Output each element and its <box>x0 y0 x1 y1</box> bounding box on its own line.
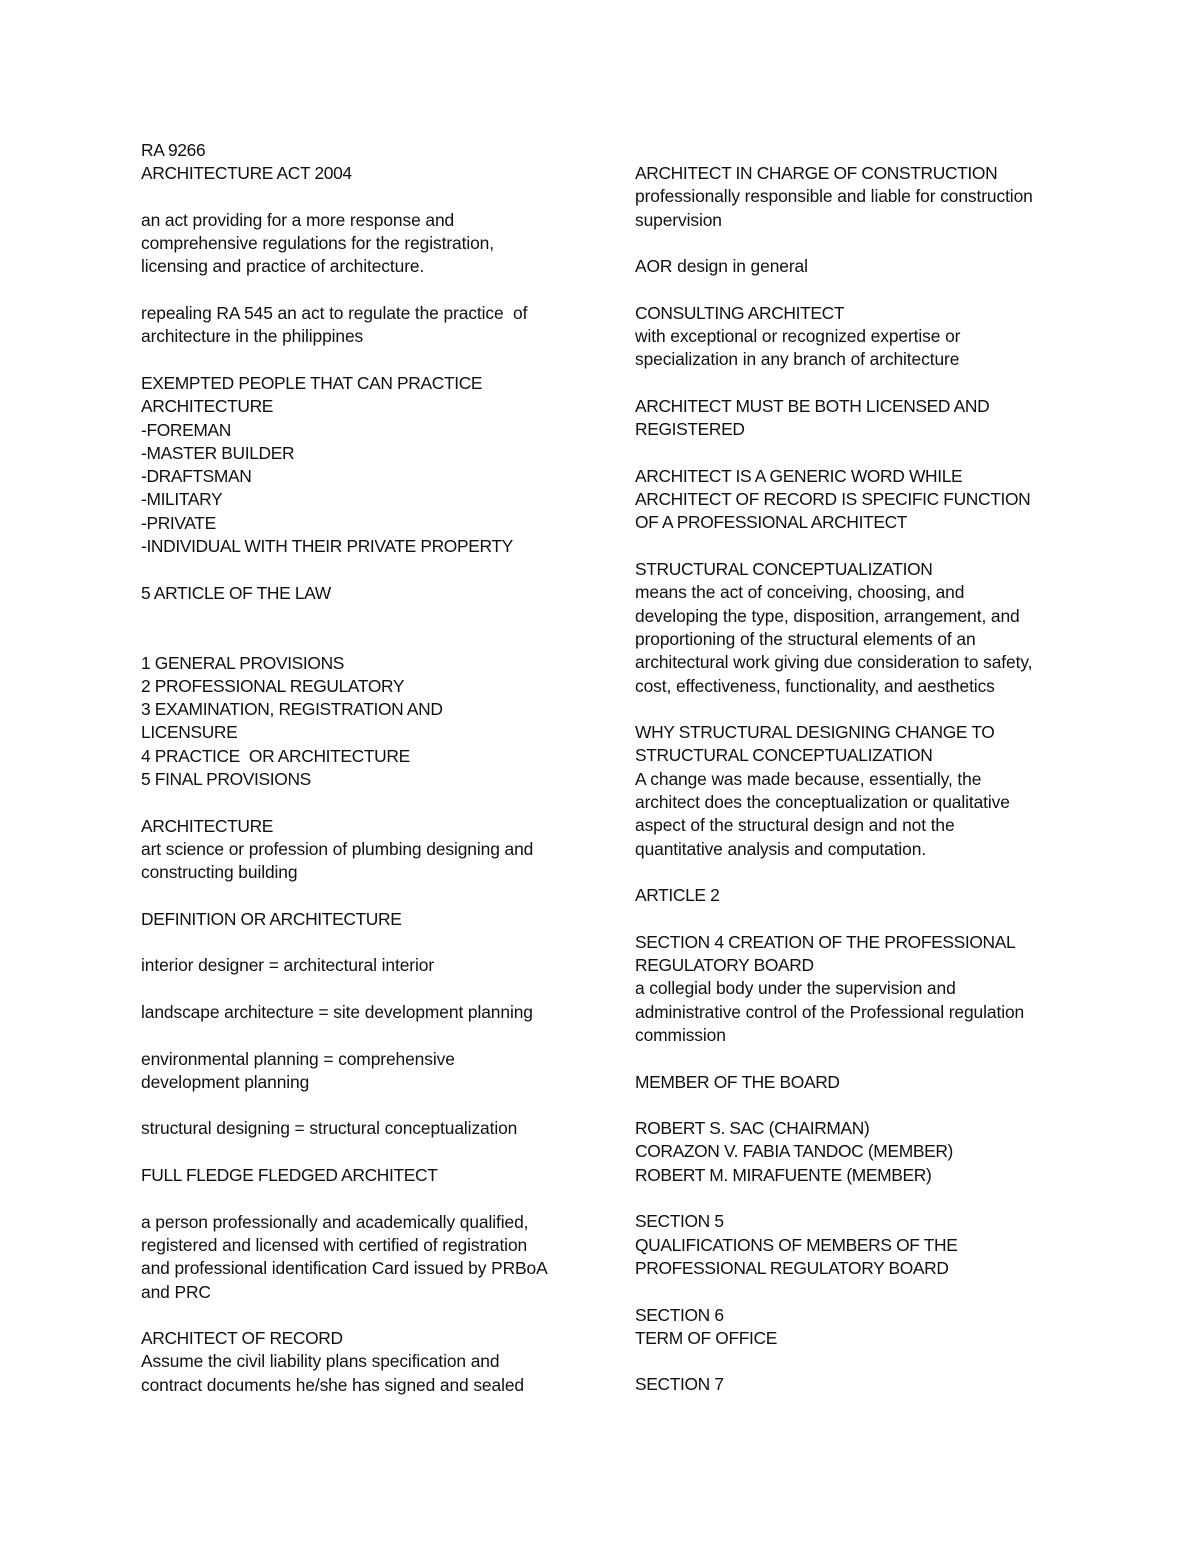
text-line: with exceptional or recognized expertise or <box>635 326 961 347</box>
text-line: ARCHITECTURE <box>141 815 274 836</box>
text-line: registered and licensed with certified of registration <box>141 1234 528 1255</box>
text-line: LICENSURE <box>141 722 238 743</box>
text-line: SECTION 5 <box>635 1211 724 1232</box>
right-column <box>635 162 1065 1397</box>
blank-line <box>141 558 571 581</box>
text-line: A change was made because, essentially, the <box>635 768 982 789</box>
text-line: ARCHITECT OF RECORD <box>141 1328 343 1349</box>
blank-line <box>635 535 1065 558</box>
blank-line <box>635 1094 1065 1117</box>
text-line: an act providing for a more response and <box>141 209 455 230</box>
text-line: structural designing = structural conceptualization <box>141 1118 518 1139</box>
text-line: ARCHITECT IS A GENERIC WORD WHILE <box>635 465 963 486</box>
text-line: AOR design in general <box>635 256 808 277</box>
text-line: interior designer = architectural interior <box>141 955 435 976</box>
blank-line <box>141 279 571 302</box>
text-line: SECTION 6 <box>635 1304 724 1325</box>
text-line: ARCHITECTURE ACT 2004 <box>141 163 352 184</box>
text-line: ARCHITECT MUST BE BOTH LICENSED AND <box>635 395 990 416</box>
blank-line <box>141 186 571 209</box>
blank-line <box>635 442 1065 465</box>
text-line: a person professionally and academically qualified, <box>141 1211 529 1232</box>
text-line: licensing and practice of architecture. <box>141 256 425 277</box>
blank-line <box>141 1141 571 1164</box>
text-line: comprehensive regulations for the registration, <box>141 233 494 254</box>
text-line: environmental planning = comprehensive <box>141 1048 455 1069</box>
blank-line <box>141 978 571 1001</box>
blank-line <box>635 1047 1065 1070</box>
text-line: repealing RA 545 an act to regulate the practice of <box>141 303 528 324</box>
text-line: commission <box>635 1024 726 1045</box>
text-line: art science or profession of plumbing designing and <box>141 838 534 859</box>
text-line: ARCHITECTURE <box>141 396 274 417</box>
text-line: STRUCTURAL CONCEPTUALIZATION <box>635 745 933 766</box>
text-line: EXEMPTED PEOPLE THAT CAN PRACTICE <box>141 372 483 393</box>
text-line: proportioning of the structural elements of an <box>635 628 976 649</box>
blank-line <box>635 372 1065 395</box>
blank-line <box>141 1024 571 1047</box>
blank-line <box>141 1094 571 1117</box>
blank-line <box>141 1187 571 1210</box>
text-line: constructing building <box>141 862 298 883</box>
text-line: developing the type, disposition, arrangement, and <box>635 605 1020 626</box>
text-line: 3 EXAMINATION, REGISTRATION AND <box>141 699 443 720</box>
blank-line <box>635 861 1065 884</box>
text-line: supervision <box>635 209 722 230</box>
text-line: 5 FINAL PROVISIONS <box>141 769 311 790</box>
text-line: -MILITARY <box>141 489 223 510</box>
text-line: DEFINITION OR ARCHITECTURE <box>141 908 402 929</box>
text-line: landscape architecture = site development planning <box>141 1001 533 1022</box>
text-line: CORAZON V. FABIA TANDOC (MEMBER) <box>635 1141 953 1162</box>
text-line: -FOREMAN <box>141 419 231 440</box>
text-line: aspect of the structural design and not the <box>635 815 955 836</box>
text-line: -INDIVIDUAL WITH THEIR PRIVATE PROPERTY <box>141 536 513 557</box>
text-line: -DRAFTSMAN <box>141 466 252 487</box>
text-line: and professional identification Card issued by PRBoA <box>141 1258 548 1279</box>
text-line: specialization in any branch of architecture <box>635 349 960 370</box>
blank-line <box>635 1187 1065 1210</box>
text-line: contract documents he/she has signed and sealed <box>141 1374 524 1395</box>
blank-line <box>635 698 1065 721</box>
blank-line <box>635 278 1065 301</box>
text-line: 1 GENERAL PROVISIONS <box>141 652 345 673</box>
text-line: -MASTER BUILDER <box>141 442 295 463</box>
blank-line <box>635 1280 1065 1303</box>
text-line: development planning <box>141 1071 310 1092</box>
text-line: STRUCTURAL CONCEPTUALIZATION <box>635 559 933 580</box>
text-line: FULL FLEDGE FLEDGED ARCHITECT <box>141 1165 438 1186</box>
text-line: REGISTERED <box>635 419 745 440</box>
text-line: ARCHITECT IN CHARGE OF CONSTRUCTION <box>635 163 998 183</box>
blank-line <box>141 628 571 651</box>
left-column <box>141 139 571 1397</box>
text-line: RA 9266 <box>141 140 206 160</box>
blank-line <box>141 791 571 814</box>
text-line: a collegial body under the supervision and <box>635 978 956 999</box>
text-line: architect does the conceptualization or qualitative <box>635 792 1010 813</box>
text-line: ROBERT M. MIRAFUENTE (MEMBER) <box>635 1164 932 1185</box>
text-line: ARCHITECT OF RECORD IS SPECIFIC FUNCTION <box>635 489 1031 510</box>
text-line: architecture in the philippines <box>141 326 364 347</box>
blank-line <box>141 885 571 908</box>
text-line: Assume the civil liability plans specification and <box>141 1351 500 1372</box>
text-line: SECTION 7 <box>635 1374 724 1395</box>
text-line: PROFESSIONAL REGULATORY BOARD <box>635 1257 949 1278</box>
text-line: and PRC <box>141 1281 211 1302</box>
text-line: ROBERT S. SAC (CHAIRMAN) <box>635 1118 870 1139</box>
text-line: SECTION 4 CREATION OF THE PROFESSIONAL <box>635 931 1016 952</box>
blank-line <box>141 349 571 372</box>
text-line: 5 ARTICLE OF THE LAW <box>141 582 331 603</box>
blank-line <box>635 1350 1065 1373</box>
blank-line <box>141 931 571 954</box>
text-line: CONSULTING ARCHITECT <box>635 302 845 323</box>
text-line: professionally responsible and liable for construction <box>635 186 1033 207</box>
text-line: 4 PRACTICE OR ARCHITECTURE <box>141 745 410 766</box>
text-line: means the act of conceiving, choosing, and <box>635 582 965 603</box>
text-line: QUALIFICATIONS OF MEMBERS OF THE <box>635 1234 958 1255</box>
text-line: cost, effectiveness, functionality, and aesthetics <box>635 675 995 696</box>
text-line: ARTICLE 2 <box>635 885 720 906</box>
text-line: MEMBER OF THE BOARD <box>635 1071 840 1092</box>
text-line: -PRIVATE <box>141 512 216 533</box>
blank-line <box>635 908 1065 931</box>
blank-line <box>141 1304 571 1327</box>
blank-line <box>635 232 1065 255</box>
text-line: WHY STRUCTURAL DESIGNING CHANGE TO <box>635 722 995 743</box>
text-line: quantitative analysis and computation. <box>635 838 927 859</box>
text-line: administrative control of the Professional regulation <box>635 1001 1025 1022</box>
text-line: OF A PROFESSIONAL ARCHITECT <box>635 512 908 533</box>
text-line: TERM OF OFFICE <box>635 1327 777 1348</box>
text-line: REGULATORY BOARD <box>635 955 814 976</box>
text-line: 2 PROFESSIONAL REGULATORY <box>141 675 405 696</box>
text-line: architectural work giving due consideration to safety, <box>635 652 1033 673</box>
blank-line <box>141 605 571 628</box>
